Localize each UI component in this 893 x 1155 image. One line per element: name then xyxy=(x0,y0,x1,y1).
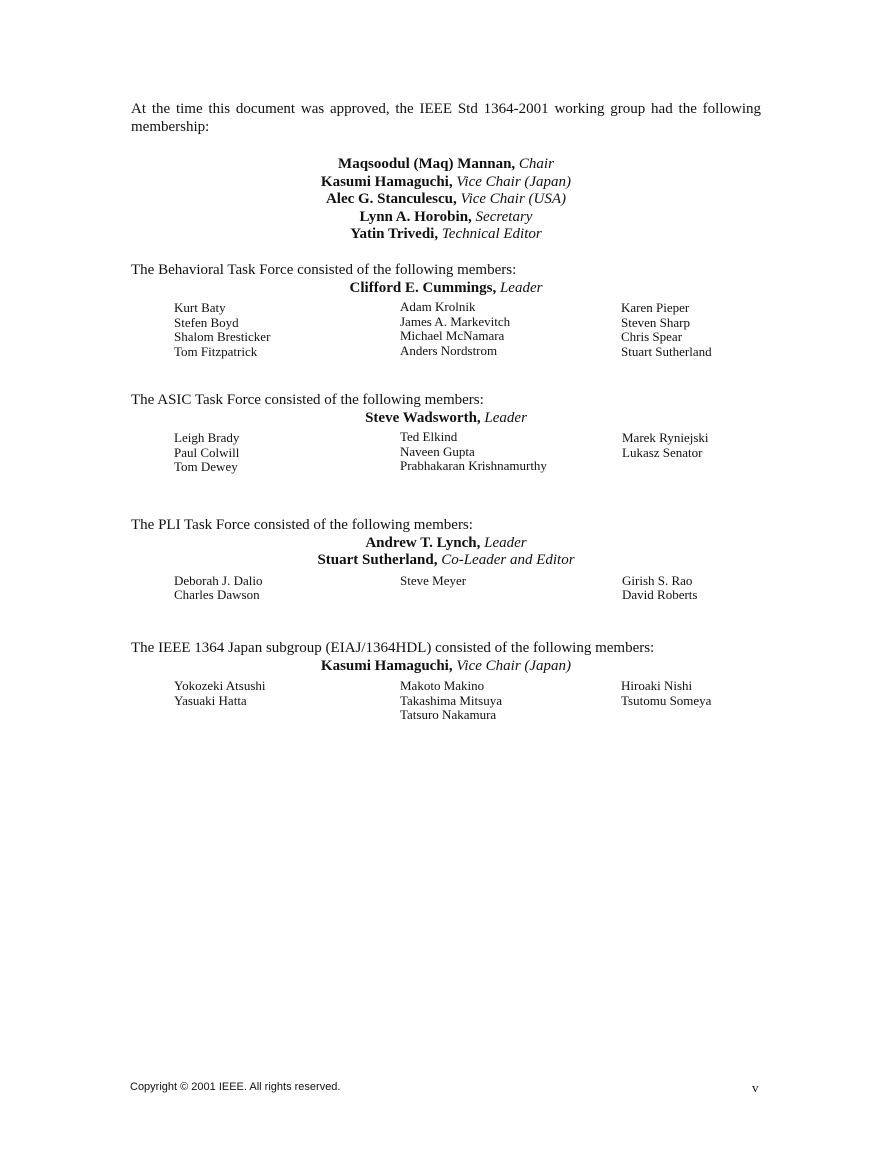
member-column-1 xyxy=(174,431,239,475)
member-name: Yokozeki Atsushi xyxy=(174,678,266,694)
officer-line xyxy=(131,226,761,244)
footer-copyright: Copyright © 2001 IEEE. All rights reserved. xyxy=(130,1081,341,1093)
member-columns xyxy=(131,431,761,491)
asic-task-force-section xyxy=(131,392,761,491)
leader-name: Kasumi Hamaguchi, xyxy=(320,657,453,674)
member-column-3 xyxy=(621,301,712,359)
section-leader xyxy=(131,280,761,298)
officer-line xyxy=(131,174,761,192)
leader-role: Leader xyxy=(484,534,527,551)
member-name: Lukasz Senator xyxy=(622,444,703,460)
section-co-leader xyxy=(131,552,761,570)
member-column-1 xyxy=(174,679,266,708)
leader-name: Clifford E. Cummings, xyxy=(349,279,497,296)
member-column-3 xyxy=(621,679,711,708)
japan-subgroup-section xyxy=(131,640,761,739)
member-name: Marek Ryniejski xyxy=(622,430,709,446)
member-column-2 xyxy=(400,679,502,723)
officer-name: Lynn A. Horobin, xyxy=(359,208,472,225)
leader-role: Co-Leader and Editor xyxy=(441,552,575,569)
officer-line xyxy=(131,156,761,174)
leader-role: Leader xyxy=(499,279,543,296)
member-name: Anders Nordstrom xyxy=(400,342,498,358)
officer-role: Chair xyxy=(518,156,554,172)
member-columns xyxy=(131,301,761,361)
member-name: Prabhakaran Krishnamurthy xyxy=(400,458,547,474)
member-name: Karen Pieper xyxy=(621,300,690,316)
member-name: Shalom Bresticker xyxy=(174,329,271,345)
member-name: James A. Markevitch xyxy=(400,313,511,329)
member-name: Leigh Brady xyxy=(174,430,240,446)
member-name: Ted Elkind xyxy=(400,429,458,445)
officer-name: Yatin Trivedi, xyxy=(350,226,439,243)
page-number: v xyxy=(752,1080,759,1095)
member-name: Hiroaki Nishi xyxy=(621,678,693,694)
intro-paragraph: At the time this document was approved, the IEEE Std 1364-2001 working group had the following membership: xyxy=(131,101,761,135)
member-name: Tsutomu Someya xyxy=(621,692,712,708)
officer-name: Alec G. Stanculescu, xyxy=(325,191,457,208)
section-intro: The PLI Task Force consisted of the following members: xyxy=(131,517,473,533)
leader-name: Andrew T. Lynch, xyxy=(365,534,481,551)
member-name: Charles Dawson xyxy=(174,587,260,603)
member-name: Naveen Gupta xyxy=(400,443,475,459)
member-name: Steve Meyer xyxy=(400,572,467,588)
behavioral-task-force-section xyxy=(131,262,761,361)
member-columns xyxy=(131,679,761,739)
officer-line xyxy=(131,191,761,209)
member-name: Adam Krolnik xyxy=(400,299,476,315)
officer-role: Vice Chair (Japan) xyxy=(456,173,572,190)
section-intro: The IEEE 1364 Japan subgroup (EIAJ/1364HDL) consisted of the following members: xyxy=(131,640,655,656)
member-column-1 xyxy=(174,574,262,603)
member-column-3 xyxy=(622,574,697,603)
section-leader xyxy=(131,410,761,428)
member-column-2 xyxy=(400,430,547,474)
pli-task-force-section xyxy=(131,517,761,634)
officer-role: Vice Chair (USA) xyxy=(460,191,567,208)
officer-line xyxy=(131,209,761,227)
member-name: Paul Colwill xyxy=(174,444,240,460)
member-name: Kurt Baty xyxy=(174,300,226,316)
member-columns xyxy=(131,574,761,634)
member-name: Tatsuro Nakamura xyxy=(400,707,497,723)
member-column-1 xyxy=(174,301,270,359)
member-name: Deborah J. Dalio xyxy=(174,572,263,588)
officer-role: Secretary xyxy=(475,208,533,225)
member-name: Takashima Mitsuya xyxy=(400,692,502,708)
section-leader xyxy=(131,658,761,676)
leader-role: Vice Chair (Japan) xyxy=(456,657,572,674)
section-intro: The Behavioral Task Force consisted of the following members: xyxy=(131,262,517,278)
member-name: Tom Dewey xyxy=(174,459,238,475)
member-name: Stuart Sutherland xyxy=(621,343,712,359)
leader-role: Leader xyxy=(484,409,527,426)
member-column-3 xyxy=(622,431,709,460)
member-column-2 xyxy=(400,574,466,589)
member-name: Girish S. Rao xyxy=(622,572,693,588)
member-name: Makoto Makino xyxy=(400,678,485,694)
officer-name: Kasumi Hamaguchi, xyxy=(320,173,453,190)
officer-name: Maqsoodul (Maq) Mannan, xyxy=(338,156,516,172)
member-name: Michael McNamara xyxy=(400,328,505,344)
leader-name: Stuart Sutherland, xyxy=(317,552,438,569)
member-name: Yasuaki Hatta xyxy=(174,692,247,708)
member-name: Steven Sharp xyxy=(621,314,690,330)
member-name: Tom Fitzpatrick xyxy=(174,343,258,359)
section-leader xyxy=(131,535,761,553)
officers-list xyxy=(131,156,761,244)
member-name: Stefen Boyd xyxy=(174,314,239,330)
member-name: Chris Spear xyxy=(621,329,683,345)
section-intro: The ASIC Task Force consisted of the following members: xyxy=(131,392,484,408)
member-column-2 xyxy=(400,300,510,358)
member-name: David Roberts xyxy=(622,587,698,603)
leader-name: Steve Wadsworth, xyxy=(365,409,481,426)
officer-role: Technical Editor xyxy=(441,226,542,243)
